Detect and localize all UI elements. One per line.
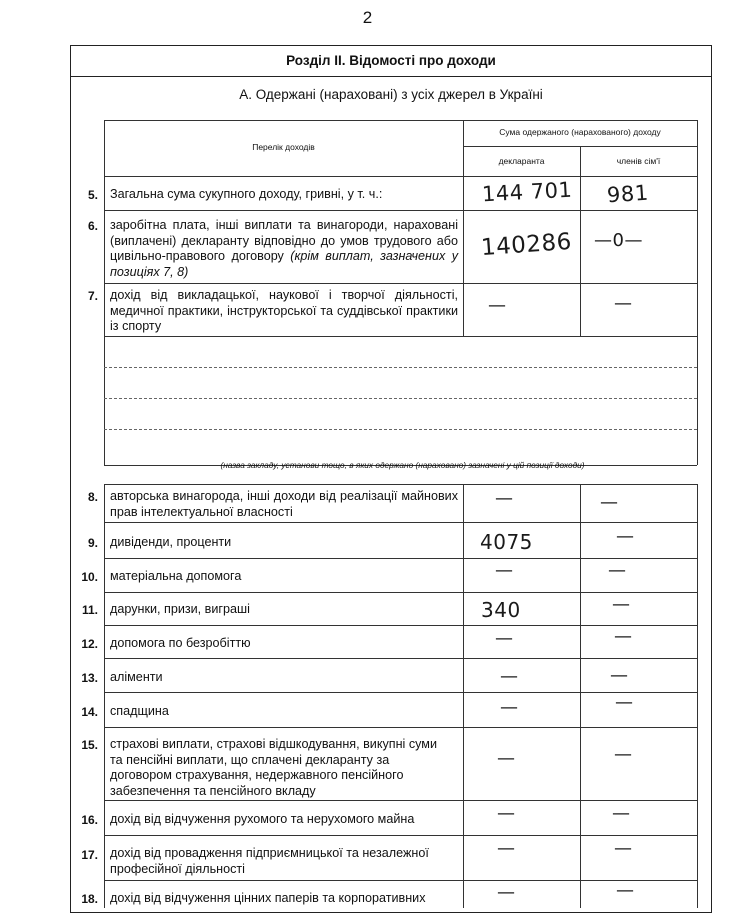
grid-line [104, 800, 697, 801]
grid-line [104, 120, 697, 121]
row-label: Загальна сума сукупного доходу, гривні, у т. ч.: [110, 187, 383, 201]
row-label-note: (крім виплат, зазначених у позиціях 7, 8) [110, 249, 458, 279]
declarant-value: — [495, 488, 514, 509]
row-number: 13. [81, 671, 98, 685]
row-label: аліменти [110, 670, 163, 684]
row-number: 5. [87, 188, 98, 202]
header-sum-label: Сума одержаного (нарахованого) доходу [499, 127, 661, 137]
row-number: 17. [81, 848, 98, 862]
family-value: — [616, 526, 635, 547]
grid-line [104, 727, 697, 728]
declarant-value: — [495, 560, 514, 581]
family-value: —0— [594, 230, 643, 251]
row-number: 14. [81, 705, 98, 719]
grid-line [104, 692, 697, 693]
family-value: — [614, 744, 633, 765]
grid-line [104, 522, 697, 523]
grid-line [104, 835, 697, 836]
subsection-title: А. Одержані (нараховані) з усіх джерел в Україні [239, 87, 543, 102]
grid-line [104, 625, 697, 626]
row-label: дохід від відчуження рухомого та нерухомого майна [110, 812, 415, 826]
declarant-value: 144 701 [481, 177, 573, 207]
institution-note: (назва закладу, установи тощо, в яких одержано (нараховано) зазначені у цій позиції доходи) [220, 460, 585, 470]
row-number: 6. [87, 219, 98, 233]
title-divider [70, 76, 712, 77]
row-number: 15. [81, 738, 98, 752]
grid-line [463, 484, 464, 908]
family-value: — [608, 560, 627, 581]
declarant-value: — [500, 666, 519, 687]
blank-line [104, 367, 697, 368]
grid-line [580, 484, 581, 908]
declarant-value: — [497, 882, 516, 903]
row-number: 16. [81, 813, 98, 827]
family-value: — [614, 626, 633, 647]
declarant-value: — [497, 803, 516, 824]
row-label-text: заробітна плата, інші виплати та винагороди, нараховані (виплачені) декларанту відповідно до умов трудового або цивільно-правового договору [110, 218, 458, 264]
family-value: — [615, 692, 634, 713]
row-label: страхові виплати, страхові відшкодування, викупні суми та пенсійні виплати, що сплачені декларанту за договором страхування, недержавного пенсійного забезпечення та пенсійного вкладу [110, 737, 437, 798]
declarant-value: 340 [481, 598, 521, 622]
header-declarant-label: декларанта [498, 156, 545, 166]
family-value: — [616, 880, 635, 901]
blank-line [104, 429, 697, 430]
row-label: дохід від викладацької, наукової і творчої діяльності, медичної практики, інструкторської та суддівської практики із спорту [110, 288, 458, 334]
row-number: 7. [87, 289, 98, 303]
grid-line [104, 120, 105, 465]
row-label: дохід від відчуження цінних паперів та корпоративних [110, 891, 426, 905]
header-list-label: Перелік доходів [252, 142, 315, 152]
row-number: 8. [87, 490, 98, 504]
grid-line [104, 484, 105, 908]
row-number: 10. [81, 570, 98, 584]
grid-line [104, 484, 697, 485]
declarant-value: — [497, 838, 516, 859]
declarant-value: — [488, 295, 507, 316]
grid-line [104, 210, 697, 211]
row-label: спадщина [110, 704, 169, 718]
row-label: дарунки, призи, виграші [110, 602, 250, 616]
row-label: матеріальна допомога [110, 569, 242, 583]
family-value: — [610, 665, 629, 686]
family-value: — [614, 838, 633, 859]
grid-line [104, 176, 697, 177]
family-value: 981 [606, 180, 650, 208]
declarant-value: — [497, 748, 516, 769]
grid-line [463, 120, 464, 336]
declarant-value: — [500, 697, 519, 718]
grid-line [104, 658, 697, 659]
grid-line [697, 484, 698, 908]
row-number: 9. [87, 536, 98, 550]
grid-line [104, 336, 697, 337]
header-family-label: членів сім'ї [616, 156, 661, 166]
row-label: авторська винагорода, інші доходи від реалізації майнових прав інтелектуальної власності [110, 489, 458, 519]
row-number: 18. [81, 892, 98, 906]
declarant-value: — [495, 628, 514, 649]
row-label: допомога по безробіттю [110, 636, 251, 650]
grid-line [697, 120, 698, 465]
blank-line [104, 398, 697, 399]
row-label: дивіденди, проценти [110, 535, 232, 549]
declarant-value: 4075 [480, 530, 533, 554]
row-label [110, 218, 458, 280]
family-value: — [614, 293, 633, 314]
grid-line [104, 880, 697, 881]
family-value: — [612, 803, 631, 824]
family-value: — [600, 492, 619, 513]
row-number: 12. [81, 637, 98, 651]
declarant-value: 140286 [480, 228, 573, 262]
grid-line [104, 283, 697, 284]
grid-line [463, 146, 697, 147]
grid-line [104, 592, 697, 593]
section-title: Розділ II. Відомості про доходи [286, 53, 496, 68]
page-number: 2 [362, 8, 373, 27]
family-value: — [612, 594, 631, 615]
grid-line [580, 146, 581, 336]
grid-line [104, 558, 697, 559]
row-number: 11. [81, 603, 98, 617]
row-label: дохід від провадження підприємницької та незалежної професійної діяльності [110, 846, 429, 876]
